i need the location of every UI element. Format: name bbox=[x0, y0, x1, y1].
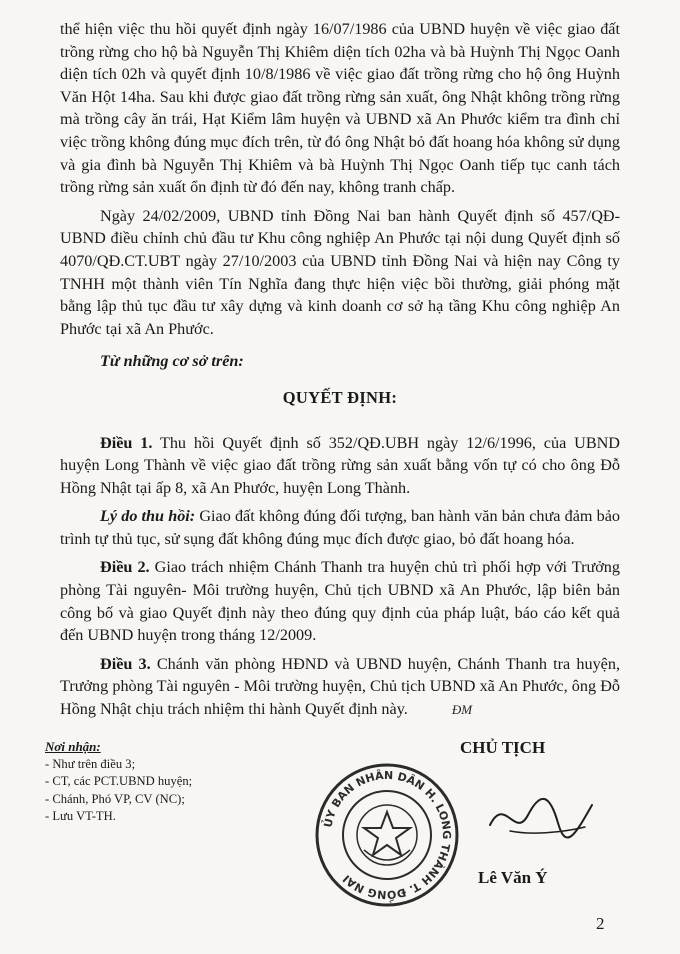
document-body bbox=[60, 18, 620, 728]
handwritten-signature bbox=[480, 785, 600, 845]
article-3 bbox=[60, 653, 620, 722]
paragraph-1: thể hiện việc thu hồi quyết định ngày 16/07/1986 của UBND huyện về việc giao đất trồng rừng cho hộ bà Nguyễn Thị Khiêm diện tích 02ha và bà Huỳnh Thị Ngọc Oanh diện tích 02h và quyết định 10/8/1986 về việc giao đất trồng rừng cho hộ ông Huỳnh Văn Hột 14ha. Sau khi được giao đất trồng rừng sản xuất, ông Nhật không trồng rừng mà trồng cây ăn trái, Hạt Kiểm lâm huyện và UBND xã An Phước kiểm tra đình chỉ việc trồng không đúng mục đích trên, từ đó ông Nhật bỏ đất hoang hóa không sử dụng và gia đình bà Nguyễn Thị Khiêm và bà Huỳnh Thị Ngọc Oanh tiếp tục canh tách trồng rừng sản xuất ổn định từ đó đến nay, không tranh chấp. bbox=[60, 20, 620, 197]
recipients-title: Nơi nhận: bbox=[45, 739, 101, 754]
recipient-item: - Chánh, Phó VP, CV (NC); bbox=[45, 791, 185, 806]
page-number: 2 bbox=[596, 914, 605, 933]
article-2 bbox=[60, 556, 620, 646]
recipient-item: - CT, các PCT.UBND huyện; bbox=[45, 774, 193, 788]
decision-title: QUYẾT ĐỊNH: bbox=[282, 387, 398, 407]
official-seal bbox=[312, 760, 462, 910]
seal-text: ỦY BAN NHÂN DÂN H. LONG THÀNH T. ĐỒNG NAI bbox=[321, 768, 454, 902]
svg-text:ỦY BAN NHÂN DÂN H. LONG THÀNH bbox=[320, 769, 453, 903]
revocation-reason bbox=[60, 505, 620, 550]
article-1-text: Thu hồi Quyết định số 352/QĐ.UBH ngày 12/6/1996, của UBND huyện Long Thành về việc giao đất trồng rừng sản xuất bằng vốn tự có cho ông Đỗ Hồng Nhật tại ấp 8, xã An Phước, huyện Long Thành. bbox=[60, 433, 620, 497]
reason-label: Lý do thu hồi: bbox=[100, 507, 196, 526]
signer-name: Lê Văn Ý bbox=[478, 868, 548, 887]
article-1-label: Điều 1. bbox=[100, 433, 153, 452]
initials-mark: ĐM bbox=[451, 702, 473, 718]
article-3-label: Điều 3. bbox=[100, 654, 151, 673]
basis-heading: Từ những cơ sở trên: bbox=[100, 352, 244, 371]
article-1 bbox=[60, 432, 620, 500]
recipients-block bbox=[45, 738, 285, 826]
recipient-item: - Lưu VT-TH. bbox=[45, 809, 116, 823]
signer-title: CHỦ TỊCH bbox=[460, 738, 546, 757]
star-emblem-icon bbox=[357, 805, 417, 865]
recipient-item: - Như trên điều 3; bbox=[45, 756, 136, 771]
paragraph-2: Ngày 24/02/2009, UBND tỉnh Đồng Nai ban hành Quyết định số 457/QĐ-UBND điều chỉnh chủ đầu tư Khu công nghiệp An Phước tại nội dung Quyết định số 4070/QĐ.CT.UBT ngày 27/10/2003 của UBND tỉnh Đồng Nai và hiện nay Công ty TNHH một thành viên Tín Nghĩa đang thực hiện việc bồi thường, giải phóng mặt bằng lập thủ tục đầu tư xây dựng và kinh doanh cơ sở hạ tầng Khu công nghiệp An Phước tại xã An Phước. bbox=[60, 206, 620, 338]
reason-text: Giao đất không đúng đối tượng, ban hành văn bản chưa đảm bảo trình tự thủ tục, sử sụng đất không đúng mục đích được giao, bỏ đất hoang hóa. bbox=[60, 507, 620, 548]
article-3-text: Chánh văn phòng HĐND và UBND huyện, Chánh Thanh tra huyện, Trưởng phòng Tài nguyên - Môi trường huyện, Chủ tịch UBND xã An Phước, ông Đỗ Hồng Nhật chịu trách nhiệm thi hành Quyết định này. bbox=[60, 654, 620, 719]
article-2-text: Giao trách nhiệm Chánh Thanh tra huyện chủ trì phối hợp với Trưởng phòng Tài nguyên- Môi trường huyện, Chủ tịch UBND xã An Phước, lập biên bản công bố và giao Quyết định này theo đúng quy định của pháp luật, báo cáo kết quả đến UBND huyện trong tháng 12/2009. bbox=[60, 558, 620, 645]
article-2-label: Điều 2. bbox=[100, 558, 150, 577]
